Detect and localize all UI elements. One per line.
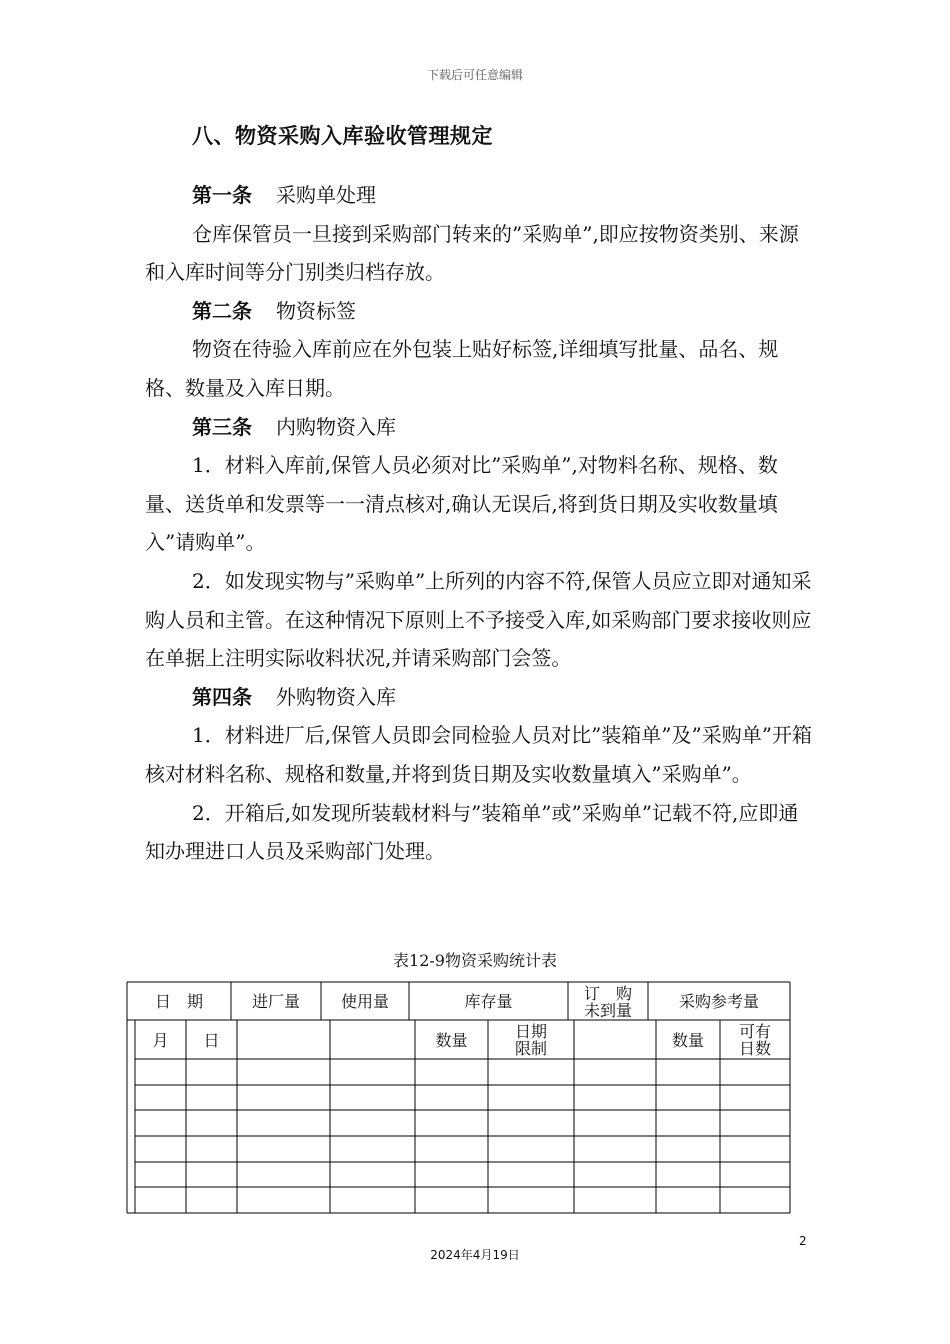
col-header-ordered-line1: 订 购 — [583, 983, 632, 1003]
col-header-stock: 库存量 — [464, 992, 513, 1011]
col-header-ref-qty: 数量 — [671, 1030, 704, 1050]
article-number: 第二条 — [192, 298, 252, 323]
col-header-month: 月 — [152, 1030, 169, 1050]
col-header-reference: 采购参考量 — [678, 992, 759, 1011]
paragraph: 2．如发现实物与”采购单”上所列的内容不符,保管人员应立即对通知采购人员和主管。在这种情况下原则上不予接受入库,如采购部门要求接收则应在单据上注明实际收料状况,并请采购部门会签。 — [145, 568, 812, 671]
footer-date: 2024年4月19日 — [430, 1248, 520, 1262]
article-title: 采购单处理 — [276, 183, 376, 207]
paragraph: 2．开箱后,如发现所装载材料与”装箱单”或”采购单”记载不符,应即通知办理进口人员及采购部门处理。 — [145, 800, 799, 864]
paragraph: 仓库保管员一旦接到采购部门转来的”采购单”,即应按物资类别、来源和入库时间等分门别类归档存放。 — [145, 221, 799, 285]
col-header-ordered — [568, 983, 648, 1020]
section-title: 八、物资采购入库验收管理规定 — [192, 123, 493, 148]
paragraph: 1．材料进厂后,保管人员即会同检验人员对比”装箱单”及”采购单”开箱核对材料名称、规格和数量,并将到货日期及实收数量填入”采购单”。 — [145, 723, 812, 786]
article-title: 外购物资入库 — [276, 684, 396, 709]
col-header-day: 日 — [203, 1030, 220, 1050]
article-number: 第三条 — [192, 414, 252, 439]
col-header-date-limit-line1: 日期 — [514, 1022, 547, 1041]
col-header-incoming: 进厂量 — [251, 992, 300, 1011]
col-header-date-limit-line2: 限制 — [514, 1039, 547, 1058]
table-caption: 表12-9物资采购统计表 — [393, 951, 557, 970]
page-number: 2 — [799, 1234, 807, 1248]
col-header-days — [720, 1021, 790, 1059]
col-header-date: 日 期 — [154, 992, 203, 1011]
paragraph: 物资在待验入库前应在外包装上贴好标签,详细填写批量、品名、规格、数量及入库日期。 — [145, 337, 779, 400]
article-title: 物资标签 — [276, 298, 356, 323]
paragraph: 1．材料入库前,保管人员必须对比”采购单”,对物料名称、规格、数量、送货单和发票等一一清点核对,确认无误后,将到货日期及实收数量填入”请购单”。 — [145, 453, 778, 555]
article-number: 第四条 — [192, 684, 252, 709]
col-header-days-line1: 可有 — [738, 1022, 771, 1041]
col-header-date-limit — [488, 1021, 574, 1059]
article-title: 内购物资入库 — [276, 414, 396, 439]
col-header-days-line2: 日数 — [738, 1039, 771, 1058]
col-header-ordered-line2: 未到量 — [583, 1000, 632, 1020]
col-header-usage: 使用量 — [340, 992, 389, 1011]
header-note: 下载后可任意编辑 — [426, 68, 523, 82]
col-header-stock-qty: 数量 — [435, 1030, 468, 1050]
article-number: 第一条 — [192, 183, 252, 207]
